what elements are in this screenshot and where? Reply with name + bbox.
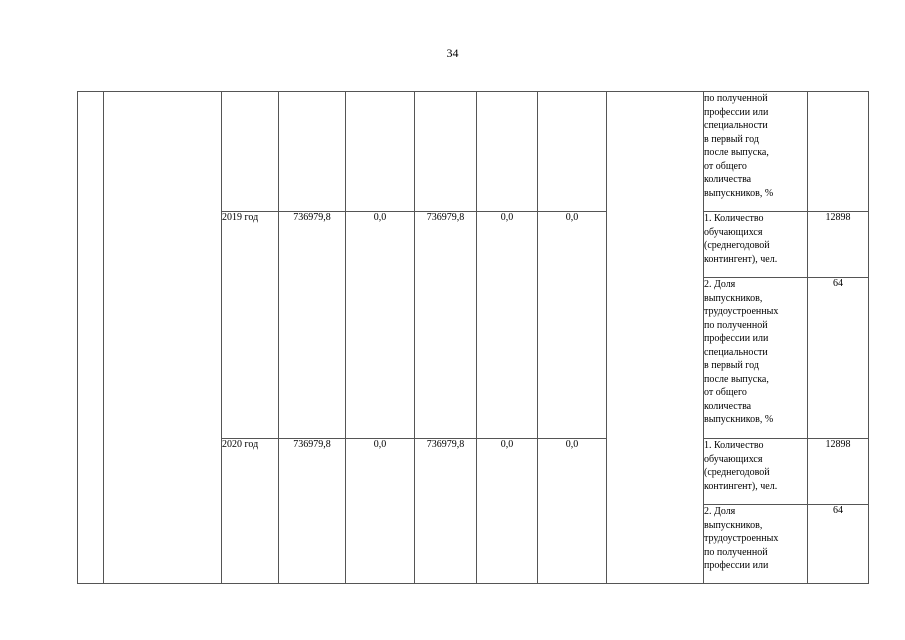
value-cell: 0,0 [346, 439, 415, 584]
indicator-name-cell: 2. Доля выпускников, трудоустроенных по полученной профессии или [704, 505, 808, 584]
value-cell: 0,0 [346, 212, 415, 439]
page-number: 34 [446, 46, 459, 60]
indicator-name-cell: 1. Количество обучающихся (среднегодовой контингент), чел. [704, 212, 808, 278]
indicator-name-cell: 2. Доля выпускников, трудоустроенных по полученной профессии или специальности в первый год после выпуска, от общего количества выпускников, % [704, 278, 808, 439]
value-cell: 0,0 [477, 212, 538, 439]
indicator-value-cell: 64 [808, 505, 869, 584]
year-cell: 2020 год [222, 439, 279, 584]
value-cell: 736979,8 [415, 212, 477, 439]
index-cell [78, 92, 104, 584]
year-cell: 2019 год [222, 212, 279, 439]
value-cell: 0,0 [477, 439, 538, 584]
program-table [77, 91, 869, 584]
indicator-value-cell: 12898 [808, 439, 869, 505]
year-cell [222, 92, 279, 212]
indicator-value-cell: 64 [808, 278, 869, 439]
indicator-value-cell: 12898 [808, 212, 869, 278]
value-cell [538, 92, 607, 212]
value-cell [477, 92, 538, 212]
value-cell [415, 92, 477, 212]
indicator-value-cell [808, 92, 869, 212]
value-cell: 0,0 [538, 212, 607, 439]
value-cell: 736979,8 [415, 439, 477, 584]
executor-cell [607, 92, 704, 584]
value-cell [346, 92, 415, 212]
value-cell: 736979,8 [279, 212, 346, 439]
indicator-name-cell: 1. Количество обучающихся (среднегодовой контингент), чел. [704, 439, 808, 505]
indicator-name-cell: по полученной профессии или специальности в первый год после выпуска, от общего количества выпускников, % [704, 92, 808, 212]
value-cell [279, 92, 346, 212]
value-cell: 736979,8 [279, 439, 346, 584]
table-row [78, 92, 869, 212]
event-name-cell [104, 92, 222, 584]
value-cell: 0,0 [538, 439, 607, 584]
